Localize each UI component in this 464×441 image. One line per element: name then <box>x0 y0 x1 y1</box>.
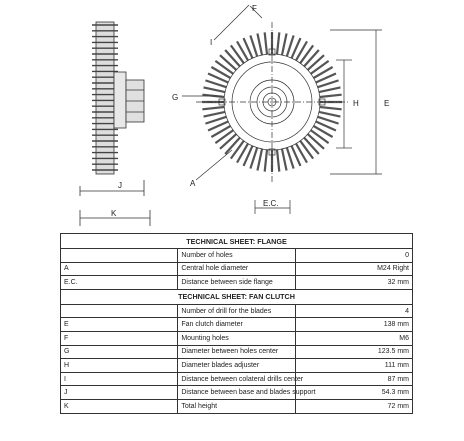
row-code: A <box>61 262 178 276</box>
table-row <box>61 276 413 290</box>
cooling-fin <box>257 34 262 56</box>
cooling-fin <box>265 32 267 54</box>
table-row <box>61 372 413 386</box>
row-description: Number of holes <box>178 249 295 263</box>
cooling-fin <box>220 134 236 149</box>
table-row <box>61 399 413 413</box>
dim-label-e: E <box>384 99 390 108</box>
cooling-fin <box>204 87 226 92</box>
row-description: Distance between side flange <box>178 276 295 290</box>
cooling-fin <box>220 55 236 70</box>
cooling-fin <box>225 50 240 66</box>
cooling-fin <box>225 138 240 154</box>
cooling-fin <box>282 149 287 171</box>
row-value: 4 <box>295 304 412 318</box>
row-code: E <box>61 318 178 332</box>
row-value: 123.5 mm <box>295 345 412 359</box>
row-value: M24 Right <box>295 262 412 276</box>
row-value: 54.3 mm <box>295 386 412 400</box>
dim-label-h: H <box>353 99 359 108</box>
cooling-fin <box>319 87 341 92</box>
dim-label-ec: E.C. <box>263 199 279 208</box>
cooling-fin <box>304 138 319 154</box>
flange-title: TECHNICAL SHEET: FLANGE <box>61 234 413 249</box>
dim-label-a: A <box>190 179 196 188</box>
row-description: Fan clutch diameter <box>178 318 295 332</box>
row-value: 138 mm <box>295 318 412 332</box>
dim-label-f: F <box>252 4 257 13</box>
row-value: 87 mm <box>295 372 412 386</box>
row-value: M6 <box>295 331 412 345</box>
row-code <box>61 249 178 263</box>
row-code: K <box>61 399 178 413</box>
side-view <box>80 22 150 226</box>
row-description: Mounting holes <box>178 331 295 345</box>
cooling-fin <box>304 50 319 66</box>
dim-label-j: J <box>118 181 122 190</box>
cooling-fin <box>202 107 224 109</box>
row-code: H <box>61 359 178 373</box>
row-code <box>61 304 178 318</box>
row-value: 0 <box>295 249 412 263</box>
clutch-section-header <box>61 289 413 304</box>
row-description: Diameter between holes center <box>178 345 295 359</box>
table-row <box>61 331 413 345</box>
table-row <box>61 304 413 318</box>
row-description: Number of drill for the blades <box>178 304 295 318</box>
table-row <box>61 359 413 373</box>
row-description: Distance between colateral drills center <box>178 372 295 386</box>
cooling-fin <box>308 55 324 70</box>
front-view <box>182 5 382 214</box>
cooling-fin <box>277 32 279 54</box>
dim-label-g: G <box>172 93 179 102</box>
cooling-fin <box>204 112 226 117</box>
flange-section-header <box>61 234 413 249</box>
row-code: F <box>61 331 178 345</box>
dim-label-i: I <box>210 38 213 47</box>
table-row <box>61 318 413 332</box>
row-value: 32 mm <box>295 276 412 290</box>
row-code: G <box>61 345 178 359</box>
cooling-fin <box>282 34 287 56</box>
row-description: Diameter blades adjuster <box>178 359 295 373</box>
cooling-fin <box>319 112 341 117</box>
row-code: I <box>61 372 178 386</box>
technical-sheet-table <box>60 233 413 414</box>
cooling-fin <box>257 149 262 171</box>
row-description: Central hole diameter <box>178 262 295 276</box>
row-value: 111 mm <box>295 359 412 373</box>
table-row <box>61 249 413 263</box>
row-description: Distance between base and blades support <box>178 386 295 400</box>
row-value: 72 mm <box>295 399 412 413</box>
cooling-fin <box>320 107 342 109</box>
clutch-title: TECHNICAL SHEET: FAN CLUTCH <box>61 289 413 304</box>
row-code: E.C. <box>61 276 178 290</box>
table-row <box>61 386 413 400</box>
dim-label-k: K <box>111 209 117 218</box>
cooling-fin <box>277 150 279 172</box>
row-description: Total height <box>178 399 295 413</box>
cooling-fin <box>320 95 342 97</box>
table-row <box>61 262 413 276</box>
row-code: J <box>61 386 178 400</box>
cooling-fin <box>308 134 324 149</box>
cooling-fin <box>265 150 267 172</box>
table-row <box>61 345 413 359</box>
